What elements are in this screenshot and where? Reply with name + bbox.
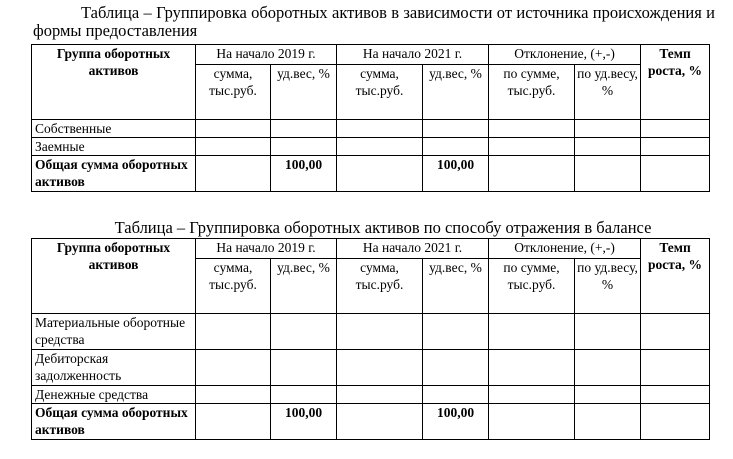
cell — [575, 386, 641, 404]
subheader-dev-sum: по сумме, тыс.руб. — [489, 259, 575, 314]
table2-title: Таблица – Группировка оборотных активов по способу отражения в балансе — [114, 218, 652, 237]
subheader-sum-2019: сумма, тыс.руб. — [196, 259, 271, 314]
table-row — [32, 138, 710, 156]
cell — [271, 386, 337, 404]
row-label: Материальные оборотные средства — [32, 314, 196, 350]
table-row — [32, 350, 710, 386]
cell — [196, 350, 271, 386]
cell — [575, 314, 641, 350]
table2 — [31, 238, 710, 440]
header-start-2021: На начало 2021 г. — [337, 239, 489, 259]
table1 — [31, 44, 710, 192]
row-label: Денежные средства — [32, 386, 196, 404]
cell: 100,00 — [423, 156, 489, 192]
cell — [337, 120, 423, 138]
cell — [337, 386, 423, 404]
table-row — [32, 120, 710, 138]
cell — [575, 350, 641, 386]
header-growth: Темп роста, % — [641, 239, 710, 314]
subheader-dev-sum: по сумме, тыс.руб. — [489, 65, 575, 120]
cell — [337, 404, 423, 440]
cell — [489, 350, 575, 386]
cell — [641, 350, 710, 386]
cell — [575, 156, 641, 192]
cell — [489, 138, 575, 156]
subheader-dev-share: по уд.весу, % — [575, 259, 641, 314]
row-label: Общая сумма оборотных активов — [32, 156, 196, 192]
cell — [337, 350, 423, 386]
header-group: Группа оборотных активов — [32, 239, 196, 314]
table-row-total — [32, 404, 710, 440]
cell: 100,00 — [271, 156, 337, 192]
cell — [423, 386, 489, 404]
cell: 100,00 — [271, 404, 337, 440]
header-growth: Темп роста, % — [641, 45, 710, 120]
row-label: Дебиторская задолженность — [32, 350, 196, 386]
header-group: Группа оборотных активов — [32, 45, 196, 120]
header-start-2019: На начало 2019 г. — [196, 239, 337, 259]
cell — [271, 120, 337, 138]
table-row — [32, 386, 710, 404]
table-row-total — [32, 156, 710, 192]
cell — [196, 314, 271, 350]
cell — [575, 404, 641, 440]
subheader-sum-2021: сумма, тыс.руб. — [337, 259, 423, 314]
cell — [575, 138, 641, 156]
cell — [489, 156, 575, 192]
row-label: Общая сумма оборотных активов — [32, 404, 196, 440]
cell: 100,00 — [423, 404, 489, 440]
cell — [641, 314, 710, 350]
cell — [196, 386, 271, 404]
cell — [271, 350, 337, 386]
cell — [641, 156, 710, 192]
cell — [271, 138, 337, 156]
table1-title: Таблица – Группировка оборотных активов в зависимости от источника происхождения и формы предоставления — [33, 3, 715, 40]
subheader-share-2019: уд.вес, % — [271, 65, 337, 120]
row-label: Собственные — [32, 120, 196, 138]
table-row — [32, 314, 710, 350]
header-start-2021: На начало 2021 г. — [337, 45, 489, 65]
cell — [489, 314, 575, 350]
cell — [641, 138, 710, 156]
cell — [641, 386, 710, 404]
subheader-share-2021: уд.вес, % — [423, 259, 489, 314]
cell — [641, 120, 710, 138]
header-start-2019: На начало 2019 г. — [196, 45, 337, 65]
cell — [489, 404, 575, 440]
cell — [337, 156, 423, 192]
cell — [575, 120, 641, 138]
subheader-share-2019: уд.вес, % — [271, 259, 337, 314]
cell — [489, 120, 575, 138]
subheader-sum-2021: сумма, тыс.руб. — [337, 65, 423, 120]
cell — [271, 314, 337, 350]
cell — [423, 314, 489, 350]
cell — [423, 350, 489, 386]
cell — [489, 386, 575, 404]
cell — [423, 120, 489, 138]
cell — [196, 120, 271, 138]
row-label: Заемные — [32, 138, 196, 156]
cell — [196, 156, 271, 192]
cell — [196, 404, 271, 440]
header-deviation: Отклонение, (+,-) — [489, 45, 641, 65]
cell — [423, 138, 489, 156]
cell — [196, 138, 271, 156]
cell — [337, 138, 423, 156]
cell — [641, 404, 710, 440]
header-deviation: Отклонение, (+,-) — [489, 239, 641, 259]
subheader-sum-2019: сумма, тыс.руб. — [196, 65, 271, 120]
subheader-dev-share: по уд.весу, % — [575, 65, 641, 120]
subheader-share-2021: уд.вес, % — [423, 65, 489, 120]
cell — [337, 314, 423, 350]
